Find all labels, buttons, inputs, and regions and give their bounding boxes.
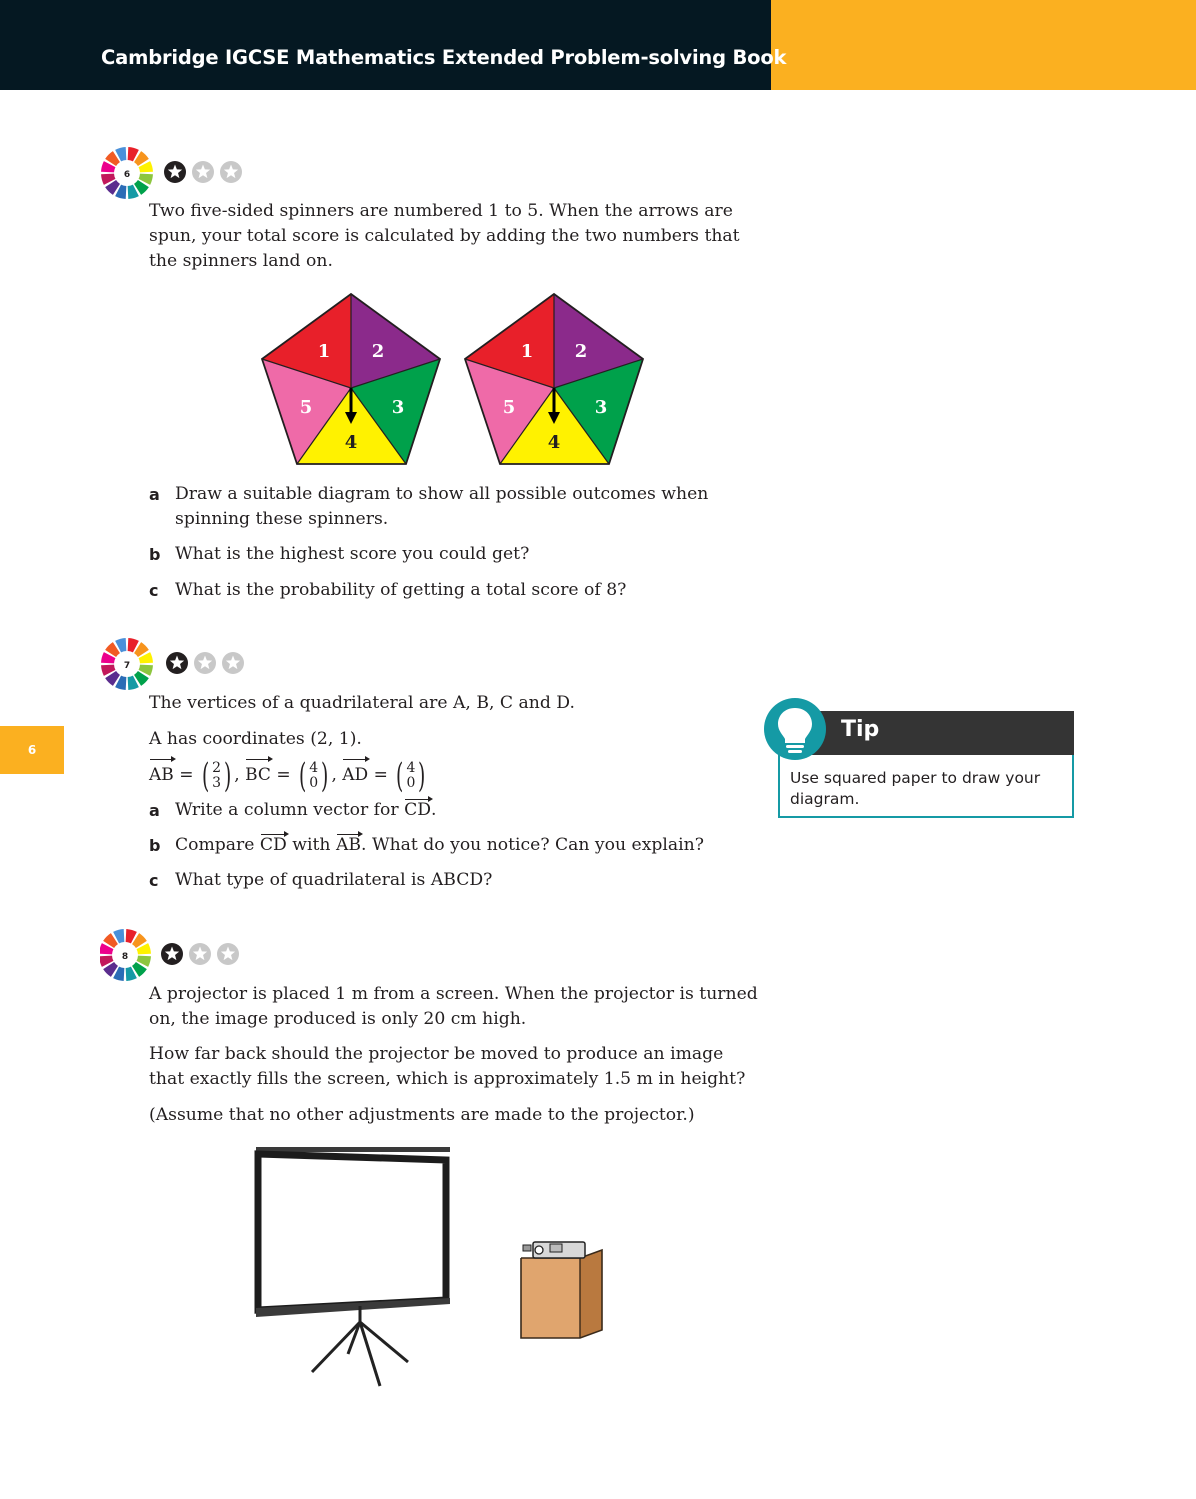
vector-name: BC <box>245 758 271 792</box>
difficulty-wheel-icon <box>100 147 250 199</box>
header-accent <box>771 0 1196 90</box>
equals-sign: = <box>179 765 194 785</box>
part-label: b <box>149 836 161 855</box>
lightbulb-icon <box>763 697 827 761</box>
question-6-header <box>100 147 260 207</box>
spinner-number: 3 <box>594 397 608 418</box>
question-7-coordinates: A has coordinates (2, 1). <box>149 729 362 749</box>
difficulty-wheel-icon <box>100 638 250 690</box>
spinner-number: 3 <box>391 397 405 418</box>
part-label: c <box>149 581 159 600</box>
part-label: c <box>149 871 159 890</box>
equals-sign: = <box>276 765 291 785</box>
spinner-number: 2 <box>574 341 588 362</box>
vector-name: CD <box>404 798 431 823</box>
part-text: Compare <box>175 835 260 855</box>
column-vector: ( 4 0 ) <box>298 755 329 796</box>
spinner-number: 1 <box>520 341 534 362</box>
column-vector: ( 2 3 ) <box>201 755 232 796</box>
part-label: a <box>149 801 160 820</box>
part-text: Write a column vector for <box>175 800 405 820</box>
book-title: Cambridge IGCSE Mathematics Extended Problem-solving Book <box>101 46 787 69</box>
spinner-number: 4 <box>547 432 561 453</box>
vector-name: AB <box>336 833 361 858</box>
vector-top: 4 <box>406 759 416 776</box>
spinner-number: 4 <box>344 432 358 453</box>
part-text: What is the highest score you could get? <box>175 544 530 564</box>
question-7-header <box>100 638 260 698</box>
spinner-right <box>465 294 643 464</box>
difficulty-wheel-icon <box>100 929 250 981</box>
vector-bottom: 3 <box>212 774 222 791</box>
page-number-tab: 6 <box>0 726 64 774</box>
question-6-intro: Two five-sided spinners are numbered 1 to 5. When the arrows are spun, your total score is calculated by adding the two numbers that the spinners land on. <box>149 201 740 271</box>
header-bar <box>0 0 771 90</box>
vector-name: AB <box>149 758 174 792</box>
part-text: . <box>431 800 437 820</box>
spinner-number: 2 <box>371 341 385 362</box>
projector-on-box <box>521 1242 602 1338</box>
equals-sign: = <box>373 765 388 785</box>
given-vectors <box>149 755 429 796</box>
tip-text: Use squared paper to draw your diagram. <box>790 769 1041 808</box>
projection-screen <box>256 1147 450 1386</box>
part-text: What is the probability of getting a total score of 8? <box>175 580 627 600</box>
part-text: . What do you notice? Can you explain? <box>361 835 704 855</box>
vector-top: 4 <box>309 759 319 776</box>
question-8-paragraph-2: How far back should the projector be moved to produce an image that exactly fills the screen, which is approximately 1.5 m in height? <box>149 1044 746 1089</box>
question-number: 6 <box>123 170 131 180</box>
tip-title: Tip <box>841 717 880 742</box>
question-7-intro: The vertices of a quadrilateral are A, B, C and D. <box>149 693 575 713</box>
comma: , <box>331 765 337 785</box>
vector-bottom: 0 <box>309 774 319 791</box>
question-number: 7 <box>123 661 131 671</box>
part-text: Draw a suitable diagram to show all possible outcomes when spinning these spinners. <box>175 484 709 529</box>
vector-name: AD <box>342 758 368 792</box>
question-number: 8 <box>121 952 129 962</box>
part-label: b <box>149 545 161 564</box>
part-label: a <box>149 485 160 504</box>
column-vector: ( 4 0 ) <box>396 755 426 796</box>
vector-name: CD <box>260 833 287 858</box>
comma: , <box>234 765 240 785</box>
question-8-header <box>100 929 260 989</box>
spinner-number: 1 <box>317 341 331 362</box>
part-text: What type of quadrilateral is ABCD? <box>175 870 493 890</box>
screen-projector-illustration <box>250 1140 620 1395</box>
vector-top: 2 <box>212 759 222 776</box>
vector-bottom: 0 <box>406 774 416 791</box>
question-8-paragraph-1: A projector is placed 1 m from a screen. When the projector is turned on, the image produced is only 20 cm high. <box>149 984 758 1029</box>
question-6-part-a <box>149 482 759 534</box>
part-text: with <box>286 835 336 855</box>
spinner-number: 5 <box>299 397 313 418</box>
spinner-left <box>262 294 440 464</box>
spinners-figure <box>258 290 658 470</box>
question-8-paragraph-3: (Assume that no other adjustments are made to the projector.) <box>149 1105 695 1125</box>
spinner-number: 5 <box>502 397 516 418</box>
